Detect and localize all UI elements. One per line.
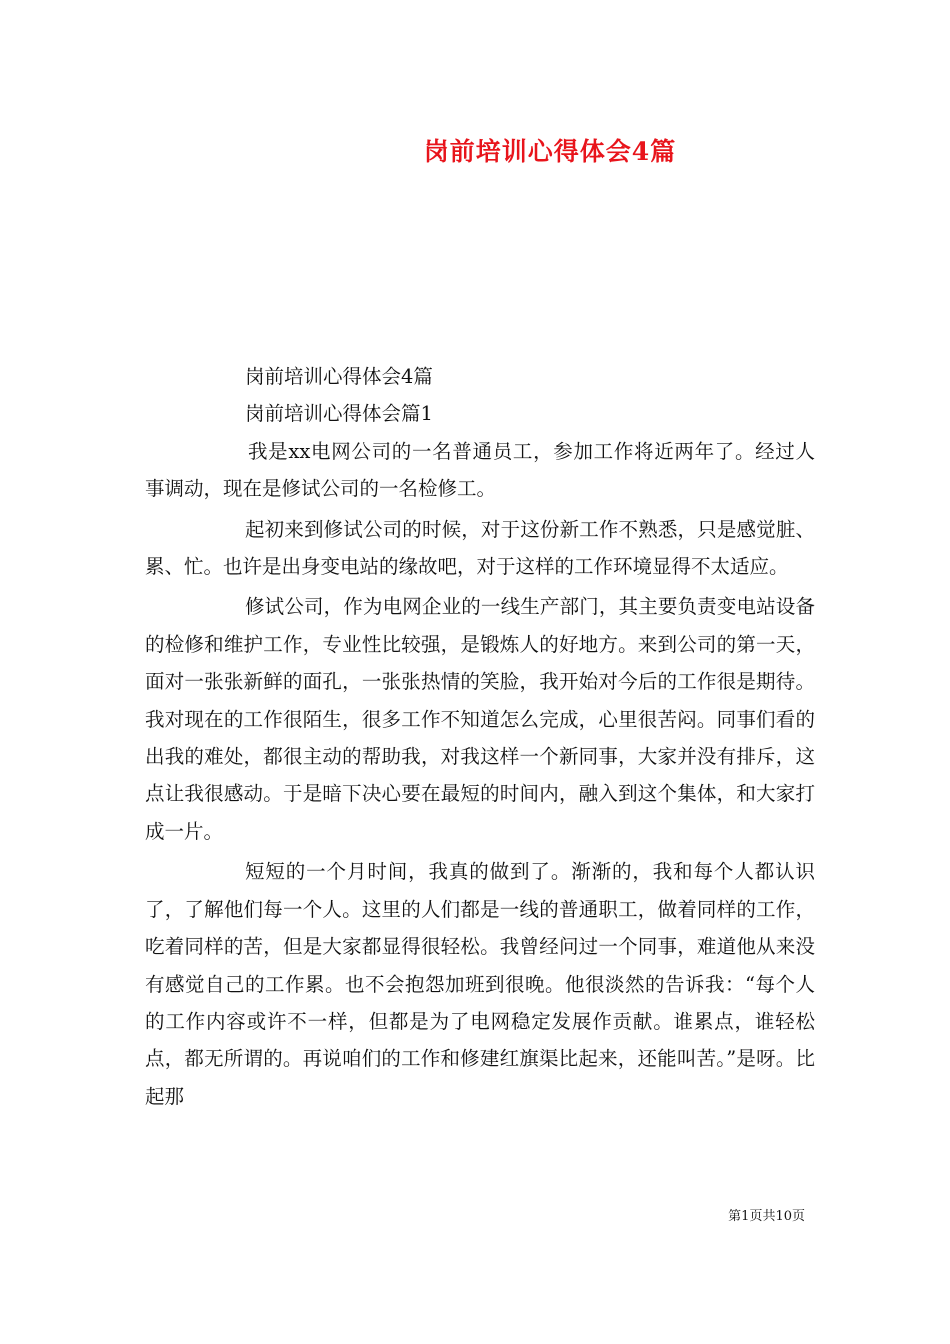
- page-number-footer: 第1页共10页: [728, 1209, 805, 1224]
- paragraph-4: 短短的一个月时间，我真的做到了。渐渐的，我和每个人都认识了，了解他们每一个人。这里的人们都是一线的普通职工，做着同样的工作，吃着同样的苦，但是大家都显得很轻松。我曾经问过一个同事，难道他从来没有感觉自己的工作累。也不会抱怨加班到很晚。他很淡然的告诉我：“每个人的工作内容或许不一样，但都是为了电网稳定发展作贡献。谁累点，谁轻松点，都无所谓的。再说咱们的工作和修建红旗渠比起来，还能叫苦。”是呀。比起那: [145, 860, 815, 1108]
- paragraph-2: 起初来到修试公司的时候，对于这份新工作不熟悉，只是感觉脏、累、忙。也许是出身变电站的缘故吧，对于这样的工作环境显得不太适应。: [145, 517, 815, 579]
- paragraph-1: 我是xx电网公司的一名普通员工，参加工作将近两年了。经过人事调动，现在是修试公司的一名检修工。: [145, 439, 815, 501]
- document-subtitle: 岗前培训心得体会4篇: [245, 365, 433, 388]
- document-title: 岗前培训心得体会4篇: [423, 137, 677, 166]
- section-heading: 岗前培训心得体会篇1: [245, 402, 433, 426]
- paragraph-3: 修试公司，作为电网企业的一线生产部门，其主要负责变电站设备的检修和维护工作，专业性比较强，是锻炼人的好地方。来到公司的第一天，面对一张张新鲜的面孔，一张张热情的笑脸，我开始对今后的工作很是期待。我对现在的工作很陌生，很多工作不知道怎么完成，心里很苦闷。同事们看的出我的难处，都很主动的帮助我，对我这样一个新同事，大家并没有排斥，这点让我很感动。于是暗下决心要在最短的时间内，融入到这个集体，和大家打成一片。: [145, 595, 815, 843]
- document-body: [145, 358, 815, 1115]
